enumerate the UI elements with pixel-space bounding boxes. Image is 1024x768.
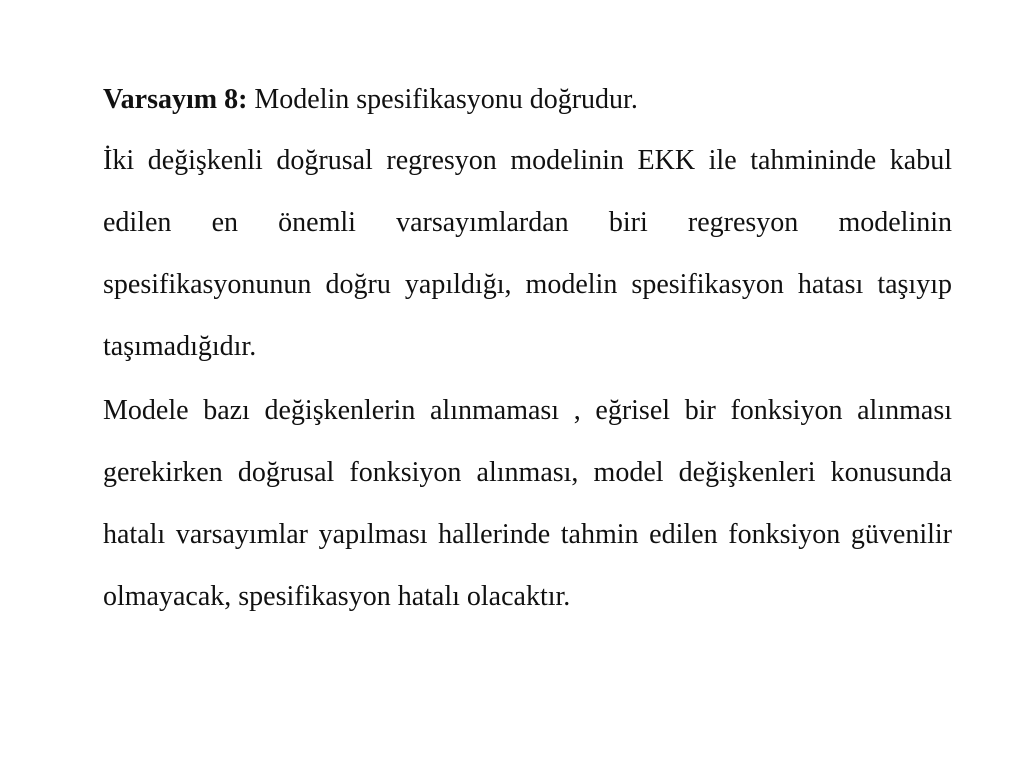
- assumption-heading: [103, 82, 952, 118]
- assumption-title: Modelin spesifikasyonu doğrudur.: [254, 84, 638, 115]
- assumption-label: Varsayım 8:: [103, 84, 248, 115]
- paragraph-specification: İki değişkenli doğrusal regresyon modelinin EKK ile tahmininde kabul edilen en önemli varsayımlardan biri regresyon modelinin spesifikasyonunun doğru yapıldığı, modelin spesifikasyon hatası taşıyıp taşımadığıdır.: [103, 145, 952, 362]
- paragraph-specification-errors: Modele bazı değişkenlerin alınmaması , eğrisel bir fonksiyon alınması gerekirken doğrusal fonksiyon alınması, model değişkenleri konusunda hatalı varsayımlar yapılması hallerinde tahmin edilen fonksiyon güvenilir olmayacak, spesifikasyon hatalı olacaktır.: [103, 395, 952, 612]
